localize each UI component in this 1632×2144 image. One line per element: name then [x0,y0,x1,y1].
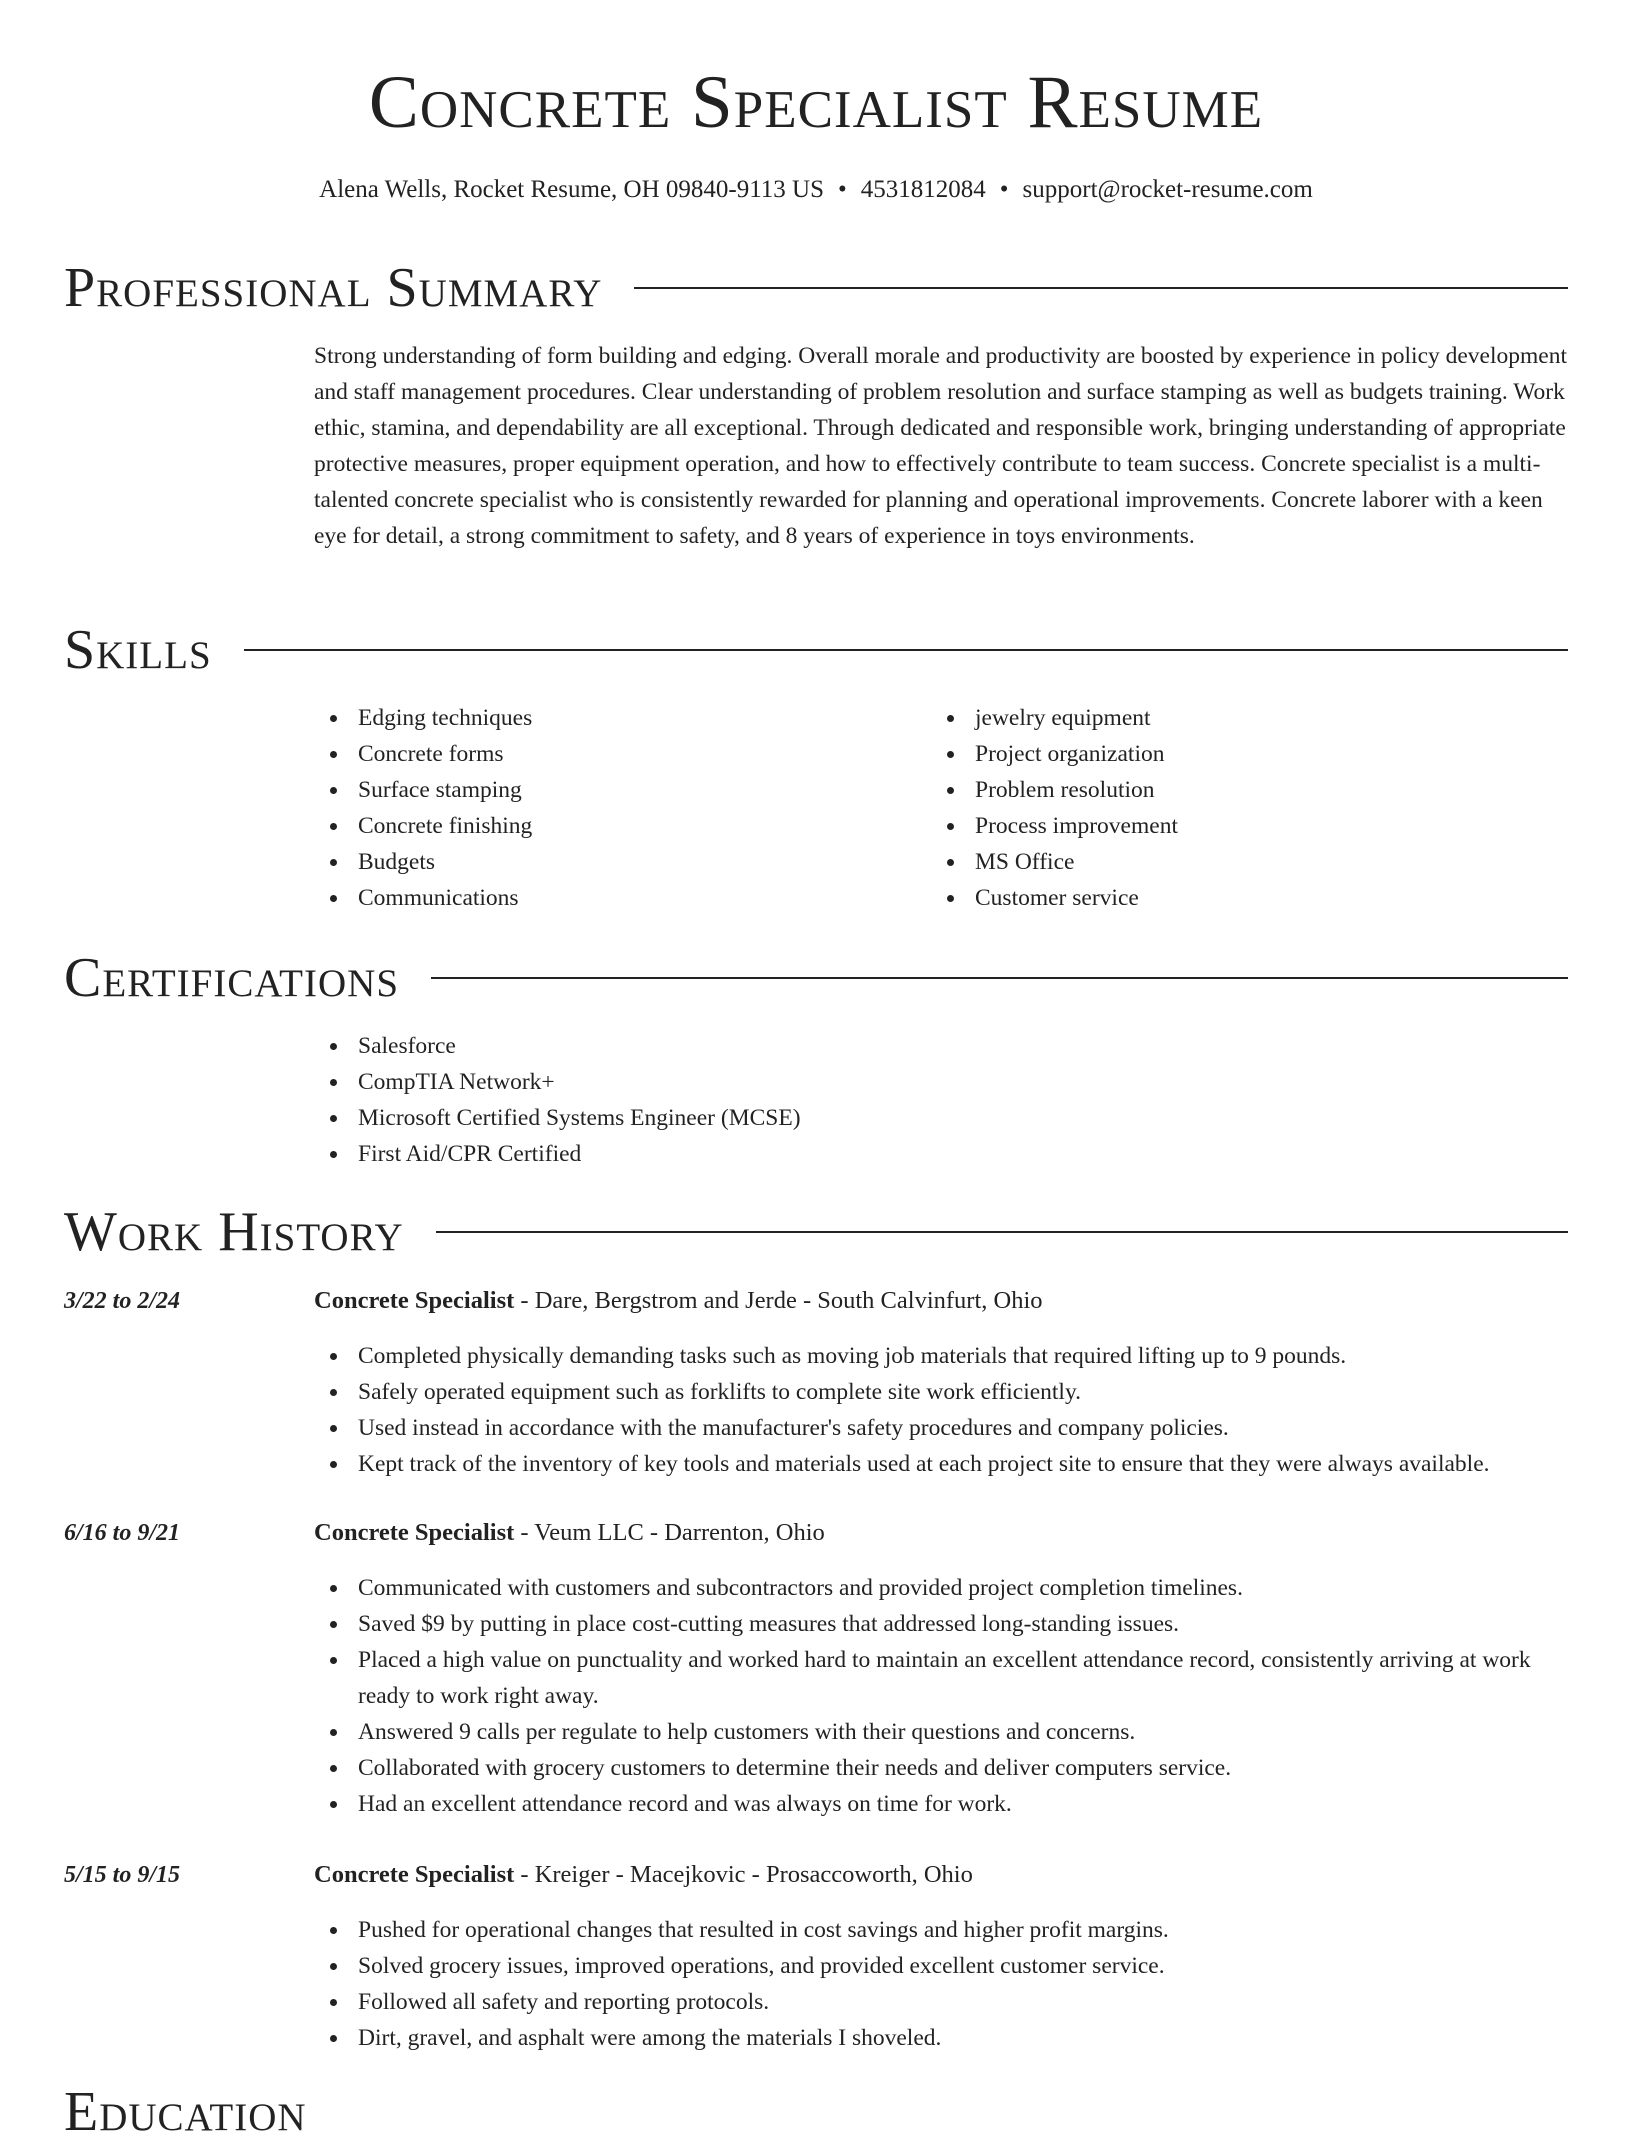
section-divider [244,649,1568,651]
job-dates: 5/15 to 9/15 [64,1862,181,1888]
job-details: - Dare, Bergstrom and Jerde - South Calvinfurt, Ohio [514,1287,1043,1314]
job-bullet: Safely operated equipment such as forklifts to complete site work efficiently. [314,1374,1574,1410]
job-bullet: Kept track of the inventory of key tools and materials used at each project site to ensure that they were always available. [314,1446,1574,1482]
job-bullet: Saved $9 by putting in place cost-cutting measures that addressed long-standing issues. [314,1606,1574,1642]
skill-item: Communications [314,880,914,916]
section-divider [436,1231,1568,1233]
section-divider [431,977,1568,979]
page-title: Concrete Specialist Resume [368,61,1264,144]
skills-list-left [314,700,914,916]
contact-phone: 4531812084 [860,176,986,203]
skill-item: Process improvement [931,808,1531,844]
job-bullet: Placed a high value on punctuality and worked hard to maintain an excellent attendance record, consistently arriving at work ready to work right away. [314,1642,1574,1714]
certifications-list [314,1028,1568,1172]
job-bullet: Collaborated with grocery customers to determine their needs and deliver computers service. [314,1750,1574,1786]
section-heading: Skills [64,619,212,681]
job-bullets [314,1570,1574,1822]
certification-item: Microsoft Certified Systems Engineer (MCSE) [314,1100,1568,1136]
skill-item: Concrete finishing [314,808,914,844]
skill-item: Edging techniques [314,700,914,736]
job-details: - Veum LLC - Darrenton, Ohio [514,1519,825,1546]
skill-item: Project organization [931,736,1531,772]
job-bullet: Answered 9 calls per regulate to help customers with their questions and concerns. [314,1714,1574,1750]
job-title-line [314,1283,1043,1319]
job-title: Concrete Specialist [314,1519,515,1546]
job-bullet: Communicated with customers and subcontractors and provided project completion timelines. [314,1570,1574,1606]
skill-item: Concrete forms [314,736,914,772]
section-certifications [64,946,1568,1010]
certification-item: First Aid/CPR Certified [314,1136,1568,1172]
section-professional-summary [64,256,1568,320]
job-bullet: Used instead in accordance with the manufacturer's safety procedures and company policies. [314,1410,1574,1446]
skill-item: Surface stamping [314,772,914,808]
section-divider [634,287,1568,289]
skill-item: MS Office [931,844,1531,880]
job-bullet: Completed physically demanding tasks such as moving job materials that required lifting up to 9 pounds. [314,1338,1574,1374]
certification-item: Salesforce [314,1028,1568,1064]
job-title-line [314,1857,973,1893]
job-title: Concrete Specialist [314,1861,515,1888]
section-education [64,2080,1568,2144]
certification-item: CompTIA Network+ [314,1064,1568,1100]
job-bullet: Dirt, gravel, and asphalt were among the materials I shoveled. [314,2020,1574,2056]
job-bullet: Followed all safety and reporting protocols. [314,1984,1574,2020]
job-title-line [314,1515,825,1551]
contact-separator: • [838,176,847,203]
skill-item: Problem resolution [931,772,1531,808]
section-heading: Certifications [64,947,400,1009]
job-dates: 3/22 to 2/24 [64,1288,181,1314]
job-bullet: Pushed for operational changes that resulted in cost savings and higher profit margins. [314,1912,1574,1948]
skill-item: Budgets [314,844,914,880]
section-heading: Professional Summary [64,257,603,319]
job-bullets [314,1912,1574,2056]
skill-item: Customer service [931,880,1531,916]
job-dates: 6/16 to 9/21 [64,1520,181,1546]
contact-email: support@rocket-resume.com [1022,176,1313,203]
contact-line [0,172,1632,208]
job-bullets [314,1338,1574,1482]
section-skills [64,618,1568,682]
skill-item: jewelry equipment [931,700,1531,736]
job-bullet: Solved grocery issues, improved operations, and provided excellent customer service. [314,1948,1574,1984]
contact-separator: • [999,176,1009,203]
section-heading: Education [64,2081,307,2143]
section-heading: Work History [64,1201,404,1263]
skills-list-right [931,700,1531,916]
job-title: Concrete Specialist [314,1287,515,1314]
job-details: - Kreiger - Macejkovic - Prosaccoworth, Ohio [514,1861,973,1888]
job-bullet: Had an excellent attendance record and was always on time for work. [314,1786,1574,1822]
section-work-history [64,1200,1568,1264]
contact-address: Alena Wells, Rocket Resume, OH 09840-9113 US [319,176,825,203]
summary-text: Strong understanding of form building and edging. Overall morale and productivity are boosted by experience in policy development and staff management procedures. Clear understanding of problem resolution and surface stamping as well as budgets training. Work ethic, stamina, and dependability are all exceptional. Through dedicated and responsible work, bringing understanding of appropriate protective measures, proper equipment operation, and how to effectively contribute to team success. Concrete specialist is a multi-talented concrete specialist who is consistently rewarded for planning and operational improvements. Concrete laborer with a keen eye for detail, a strong commitment to safety, and 8 years of experience in toys environments. [314,343,1568,549]
